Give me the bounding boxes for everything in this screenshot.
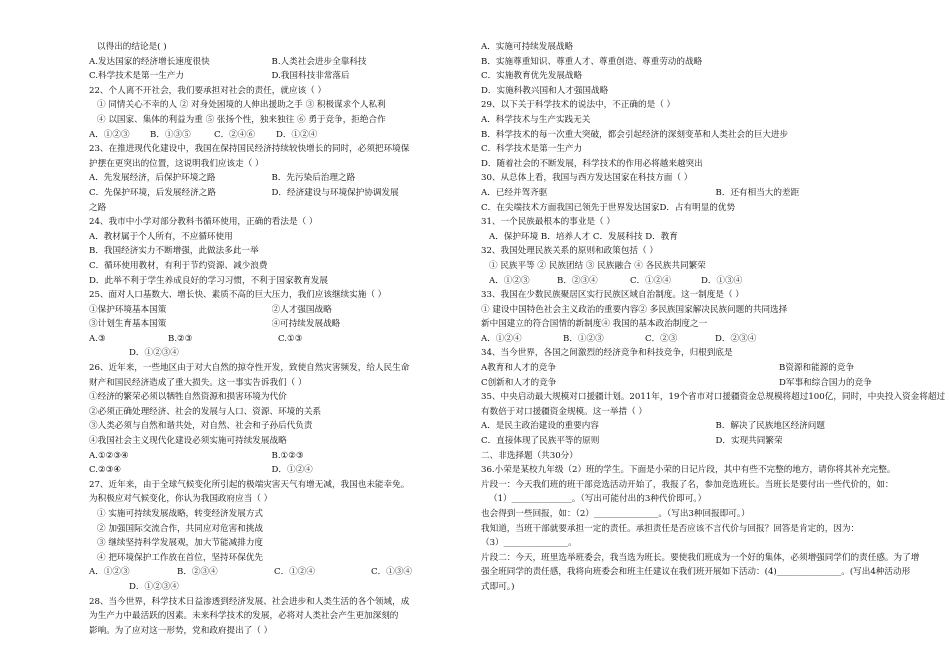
question-line: 强全班同学的责任感，我将向班委会和班主任建议在我们班开展如下活动：(4)_______________。(写出4种活动形 (481, 567, 911, 578)
question-line: 式即可。) (481, 581, 515, 592)
question-line: ②必须正确处理经济、社会的发展与人口、资源、环境的关系 (89, 406, 322, 417)
question-line (481, 274, 950, 289)
question-line (89, 128, 454, 143)
answer-option: B资源和能源的竞争 (779, 363, 855, 374)
question-line (89, 303, 454, 318)
question-line: 22、个人离不开社会，我们要承担对社会的责任，就应该（ ） (89, 85, 327, 96)
question-line: A．实施可持续发展战略 (481, 42, 574, 52)
answer-option: C．直接体现了民族平等的原则 (481, 436, 600, 447)
question-line: 为生产力中最活跃的因素。未来科学技术的发展，必将对人类社会产生更加深刻的 (89, 611, 399, 622)
question-line (89, 463, 454, 478)
question-line (481, 376, 950, 391)
question-line: 以得出的结论是( ) (97, 42, 167, 52)
answer-option: A．①②③ (89, 129, 130, 140)
answer-option: C．②③ (645, 333, 678, 344)
question-line: A．教材属于个人所有，不应循环使用 (89, 231, 233, 242)
question-line: 有数倍于对口援疆资金规模。这一举措（ ） (481, 406, 648, 417)
question-line: D．实施科教兴国和人才强国战略 (481, 85, 609, 96)
question-line: （3）_______________。 (481, 538, 577, 549)
question-line: 25、面对人口基数大、增长快、素质不高的巨大压力，我们应该继续实施（ ） (89, 290, 387, 301)
question-line (89, 55, 454, 70)
question-line: ④ 把环境保护工作放在首位，坚持环保优先 (97, 552, 264, 563)
question-line: 35、中央启动最大规模对口援疆计划。2011年，19个省市对口援疆资金总规模将超过100亿，同时，中央投入资金将超过 (481, 392, 946, 403)
question-line: ③ 继续坚持科学发展观，加大节能减排力度 (97, 538, 264, 549)
question-line (89, 171, 454, 186)
answer-option: C.科学技术是第一生产力 (89, 71, 184, 82)
question-line: 新中国建立的符合国情的新制度④ 我国的基本政治制度之一 (481, 319, 708, 330)
answer-option: D．①②④ (276, 129, 318, 140)
question-line: A．保护环境 B．培养人才 C．发展科技 D．教育 (489, 231, 678, 242)
answer-option: B．还有相当大的差距 (715, 187, 800, 198)
question-line: 影响。为了应对这一形势，党和政府提出了（ ） (89, 625, 273, 636)
question-line: ② 加强国际交流合作，共同应对危害和挑战 (97, 523, 264, 534)
answer-option: B．先污染后治理之路 (271, 173, 356, 184)
question-line (89, 449, 454, 464)
answer-option: C．①②④ (274, 567, 315, 578)
answer-option: B.①②③ (271, 450, 304, 461)
answer-option: D．经济建设与环境保护协调发展 (271, 187, 399, 198)
question-line: ① 实施可持续发展战略，转变经济发展方式 (97, 509, 264, 519)
answer-option: ④可持续发展战略 (271, 319, 341, 330)
question-line: ④我国社会主义现代化建设必须实施可持续发展战略 (89, 436, 287, 447)
question-line (481, 186, 950, 201)
right-column (481, 40, 950, 595)
question-line: 29、以下关于科学技术的说法中，不正确的是（ ） (481, 100, 676, 111)
question-line: 31、一个民族最根本的事业是（ ） (481, 217, 615, 228)
question-line: C．实施教育优先发展战略 (481, 71, 583, 82)
answer-option: A．①②③ (489, 275, 530, 286)
answer-option: B.②③ (168, 333, 193, 344)
question-line: ①经济的繁荣必须以牺牲自然资源和损害环境为代价 (89, 392, 287, 403)
question-line: B．我国经济实力不断增强，此做法多此一举 (89, 246, 259, 257)
question-line: B．科学技术的每一次重大突破，都会引起经济的深刻变革和人类社会的巨大进步 (481, 129, 789, 140)
answer-option: B．①②③ (563, 333, 604, 344)
question-line (89, 332, 454, 347)
answer-option: A．已经并驾齐驱 (481, 187, 548, 198)
answer-option: ②人才强国战略 (271, 304, 332, 315)
question-line (481, 361, 950, 376)
question-line: D．随着社会的不断发展，科学技术的作用必将越来越突出 (481, 158, 703, 169)
question-line (481, 434, 950, 449)
question-line: D．①②③④ (129, 581, 179, 592)
question-line: 也会得到一些回报，如：（2）_______________。（写出3种回报即可。） (481, 509, 750, 519)
question-line: 36.小荣是某校九年级（2）班的学生。下面是小荣的日记片段，其中有些不完整的地方，请你将其补充完整。 (481, 465, 896, 476)
answer-option: D．②③④ (715, 333, 757, 344)
question-line: B．实施尊重知识、尊重人才、尊重创造、尊重劳动的战略 (481, 56, 703, 67)
answer-option: C．先保护环境，后发展经济之路 (89, 187, 216, 198)
question-line: 32、我国处理民族关系的原则和政策包括（ ） (481, 246, 658, 257)
question-line: （1）______________。（写出可能付出的3种代价即可。） (489, 494, 707, 505)
answer-option: D．①③④ (701, 275, 743, 286)
answer-option: C．①③④ (371, 567, 412, 578)
answer-option: D．实现共同繁荣 (715, 436, 783, 447)
answer-option: D．①②④ (271, 465, 313, 476)
answer-option: A.③ (89, 333, 106, 344)
question-line: 财产和国民经济造成了重大损失。这一事实告诉我们（ ） (89, 377, 307, 388)
question-line: 片段二：今天，班里选举班委会，我当选为班长。要使我们班成为一个好的集体，必须增强同学们的责任感。为了增 (481, 552, 920, 563)
question-line: A．科学技术与生产实践无关 (481, 114, 591, 125)
question-line: 二、非选择题（共30分） (481, 450, 578, 461)
question-line (481, 419, 950, 434)
question-line (89, 69, 454, 84)
answer-option: B．①③⑤ (150, 129, 191, 140)
question-line: 33、我国在少数民族聚居区实行民族区域自治制度。这一制度是（ ） (481, 290, 744, 301)
question-line: 我知道，当班干部就要承担一定的责任。承担责任是否应该不言代价与回报？回答是肯定的，因为： (481, 523, 860, 534)
question-line: 为积极应对气候变化，你认为我国政府应当（ ） (89, 494, 273, 505)
answer-option: ①保护环境基本国策 (89, 304, 167, 315)
answer-option: A．先发展经济，后保护环境之路 (89, 173, 216, 184)
question-line: ③人类必须与自然和谐共处，对自然、社会和子孙后代负责 (89, 421, 313, 432)
question-line: C．在尖端技术方面我国已领先于世界发达国家D．占有明显的优势 (481, 202, 736, 213)
question-line: ① 建设中国特色社会主义政治的重要内容② 多民族国家解决民族问题的共同选择 (481, 304, 788, 315)
question-line: D．此举不利于学生养成良好的学习习惯，不利于国家教育发展 (89, 275, 328, 286)
question-line: D．①②③④ (129, 348, 179, 359)
answer-option: C．①②④ (630, 275, 671, 286)
question-line: 34、当今世界，各国之间激烈的经济竞争和科技竞争，归根到底是 (481, 348, 733, 359)
question-line: 24、我市中小学对部分教科书循环使用，正确的看法是（ ） (89, 217, 318, 228)
question-line: ① 民族平等 ② 民族团结 ③ 民族融合 ④ 各民族共同繁荣 (489, 260, 706, 271)
answer-option: B．解决了民族地区经济问题 (715, 421, 825, 432)
question-line: C．循环使用教材，有利于节约资源、减少浪费 (89, 260, 268, 271)
question-line (89, 186, 454, 201)
answer-option: A教育和人才的竞争 (481, 363, 556, 374)
question-line: 护摆在更突出的位置，这说明我们应该走（ ） (89, 158, 264, 169)
answer-option: A.发达国家的经济增长速度很快 (89, 56, 210, 67)
answer-option: C.①③ (278, 333, 303, 344)
question-line: 23、在推进现代化建设中，我国在保持国民经济持续较快增长的同时，必须把环境保 (89, 144, 410, 155)
question-line: 30、从总体上看，我国与西方发达国家在科技方面（ ） (481, 173, 693, 184)
answer-option: C．②④⑥ (214, 129, 255, 140)
answer-option: A．①②③ (89, 567, 130, 578)
question-line: 之路 (89, 202, 107, 213)
answer-option: B．②③④ (177, 567, 218, 578)
answer-option: B．②③④ (557, 275, 598, 286)
question-line: 片段一：今天我们班的班干部竞选活动开始了，我报了名，参加竞选班长。当班长是要付出一些代价的，如： (481, 479, 894, 490)
answer-option: D.我国科技非常落后 (271, 71, 350, 82)
answer-option: C.②③④ (89, 465, 122, 476)
left-column (89, 40, 454, 638)
answer-option: B.人类社会进步全靠科技 (271, 56, 367, 67)
question-line (481, 332, 950, 347)
answer-option: ③计划生育基本国策 (89, 319, 167, 330)
question-line: ① 同情关心不幸的人 ② 对身处困境的人伸出援助之手 ③ 积极谋求个人私利 (97, 100, 386, 111)
answer-option: A.①②③④ (89, 450, 129, 461)
question-line (89, 565, 454, 580)
answer-option: A．是民主政治建设的重要内容 (481, 421, 599, 432)
answer-option: D军事和综合国力的竞争 (779, 377, 872, 388)
answer-option: A．①②④ (481, 333, 522, 344)
question-line: C．科学技术是第一生产力 (481, 144, 583, 155)
question-line (89, 317, 454, 332)
question-line: 27、近年来，由于全球气候变化所引起的极端灾害天气有增无减，我国也未能幸免。 (89, 479, 410, 490)
question-line: 26、近年来，一些地区由于对大自然的掠夺性开发，致使自然灾害频发，给人民生命 (89, 363, 410, 374)
question-line: 28、当今世界，科学技术日益渗透到经济发展、社会进步和人类生活的各个领域，成 (89, 596, 410, 607)
question-line: ④ 以国家、集体的利益为重 ⑤ 张扬个性，独来独往 ⑥ 勇于竞争，拒绝合作 (97, 114, 386, 125)
answer-option: C创新和人才的竞争 (481, 377, 557, 388)
